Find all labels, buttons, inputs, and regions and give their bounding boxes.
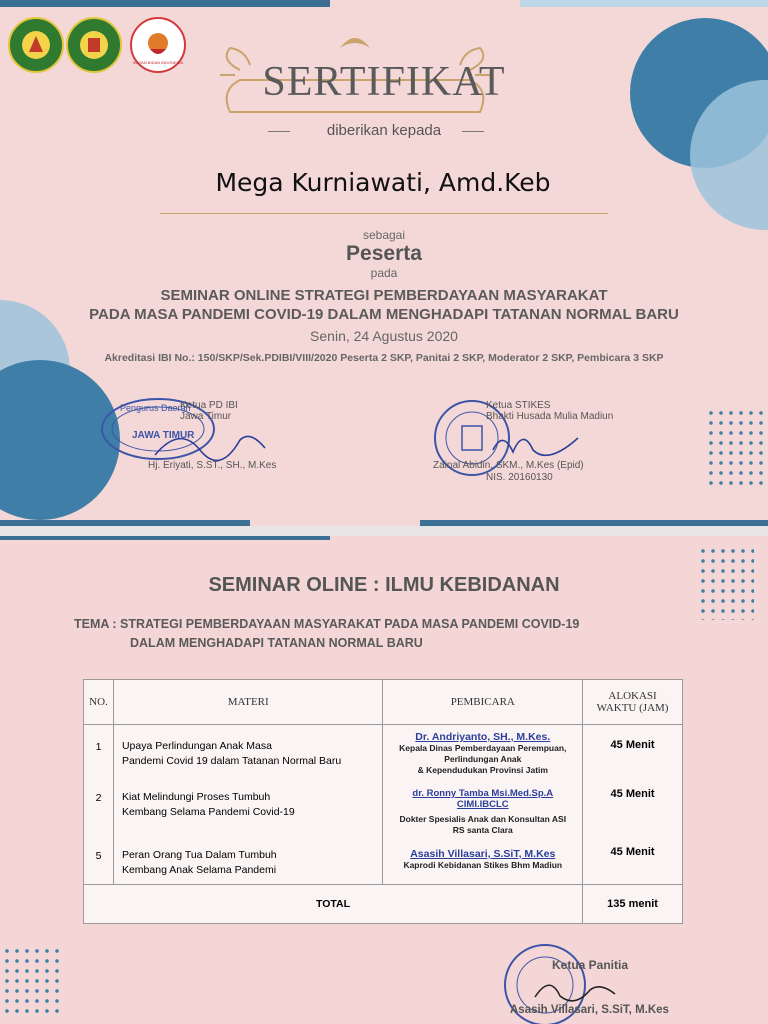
materi-line2: Kembang Anak Selama Pandemi — [121, 864, 277, 876]
signatory-2-name: Zainal Abidin, SKM., M.Kes (Epid) — [433, 460, 584, 471]
decor-dots — [706, 408, 764, 488]
logo-ibi-text: IKATAN BIDAN INDONESIA — [132, 60, 184, 65]
speaker-name: dr. Ronny Tamba Msi.Med.Sp.A CIMI.IBCLC — [412, 788, 554, 810]
total-value: 135 menit — [583, 885, 683, 924]
signatory-1-name: Hj. Eriyati, S.ST., SH., M.Kes — [148, 460, 277, 471]
table-header-row — [84, 680, 683, 725]
header-alokasi-line1: ALOKASI — [608, 690, 657, 702]
row-speaker — [383, 725, 583, 781]
row-materi — [113, 780, 382, 840]
table-row — [84, 840, 683, 885]
header-alokasi-line2: WAKTU (JAM) — [596, 702, 669, 714]
stamp-text-mid: JAWA TIMUR — [132, 430, 195, 441]
top-border-bar — [0, 0, 330, 7]
event-title-line2: PADA MASA PANDEMI COVID-19 DALAM MENGHADAPI TATANAN NORMAL BARU — [89, 306, 679, 323]
table-row — [84, 780, 683, 840]
speaker-name: Asasih Villasari, S.SiT, M.Kes — [410, 848, 556, 860]
speaker-role-line1: Kepala Dinas Pemberdayaan Perempuan, — [399, 743, 567, 753]
materi-line2: Pandemi Covid 19 dalam Tatanan Normal Baru — [121, 755, 342, 767]
materi-line1: Kiat Melindungi Proses Tumbuh — [121, 791, 271, 803]
signatory-1-title — [180, 400, 238, 422]
signatory-1-title-line1: Ketua PD IBI — [180, 400, 238, 411]
emblem-icon — [19, 28, 53, 62]
recipient-underline — [160, 213, 608, 214]
speaker-role-line1: Dokter Spesialis Anak dan Konsultan ASI — [399, 814, 567, 824]
row-time: 45 Menit — [583, 725, 683, 781]
signatory-2-title-line1: Ketua STIKES — [486, 400, 551, 411]
table-row — [84, 725, 683, 781]
event-date: Senin, 24 Agustus 2020 — [310, 328, 458, 344]
top-border-bar-2 — [0, 536, 330, 540]
table-total-row — [84, 885, 683, 924]
materi-line1: Peran Orang Tua Dalam Tumbuh — [121, 849, 277, 861]
header-materi: MATERI — [113, 680, 382, 725]
committee-title: Ketua Panitia — [552, 958, 629, 972]
stamp-text-top: Pengurus Daerah — [120, 403, 191, 413]
theme-line2: DALAM MENGHADAPI TATANAN NORMAL BARU — [130, 636, 423, 650]
row-time: 45 Menit — [583, 780, 683, 840]
row-no: 5 — [84, 840, 114, 885]
row-time: 45 Menit — [583, 840, 683, 885]
emblem-icon — [77, 28, 111, 62]
header-alokasi — [583, 680, 683, 725]
as-label: sebagai — [362, 228, 406, 242]
theme-line1: TEMA : STRATEGI PEMBERDAYAAN MASYARAKAT PADA MASA PANDEMI COVID-19 — [74, 617, 580, 631]
speaker-role-line2: Perlindungan Anak — [444, 754, 522, 764]
total-label: TOTAL — [84, 885, 583, 924]
row-speaker — [383, 840, 583, 885]
materi-line2: Kembang Selama Pandemi Covid-19 — [121, 806, 295, 818]
signatory-2-title — [486, 400, 613, 422]
at-label: pada — [370, 266, 398, 280]
speaker-role-line2: RS santa Clara — [452, 825, 513, 835]
speaker-name: Dr. Andriyanto, SH., M.Kes. — [415, 731, 551, 743]
header-no: NO. — [84, 680, 114, 725]
given-to-label: diberikan kepada — [326, 122, 442, 139]
header-pembicara: PEMBICARA — [383, 680, 583, 725]
certificate-title: SERTIFIKAT — [262, 59, 506, 105]
top-border-bar-light — [520, 0, 768, 7]
signature-1-icon — [150, 420, 270, 465]
bottom-border-bar-right — [420, 520, 768, 526]
participant-role: Peserta — [346, 242, 422, 265]
speaker-role-line1: Kaprodi Kebidanan Stikes Bhm Madiun — [403, 860, 563, 870]
committee-name: Asasih Villasari, S.SiT, M.Kes — [510, 1004, 669, 1016]
bottom-border-bar — [0, 520, 250, 526]
row-no: 1 — [84, 725, 114, 781]
event-title-line1: SEMINAR ONLINE STRATEGI PEMBERDAYAAN MASYARAKAT — [160, 287, 608, 304]
row-speaker — [383, 780, 583, 840]
materi-line1: Upaya Perlindungan Anak Masa — [121, 740, 272, 752]
accreditation-text: Akreditasi IBI No.: 150/SKP/Sek.PDIBI/VIII/2020 Peserta 2 SKP, Panitai 2 SKP, Moderator 2 SKP, Pembicara 3 SKP — [104, 352, 664, 364]
row-materi — [113, 840, 382, 885]
speaker-role-line3: & Kependudukan Provinsi Jatim — [417, 765, 548, 775]
decor-dots-3 — [2, 946, 60, 1018]
recipient-name: Mega Kurniawati, Amd.Keb — [215, 168, 551, 197]
signatory-1-title-line2: Jawa Timur — [180, 411, 232, 422]
row-no: 2 — [84, 780, 114, 840]
signatory-2-title-line2: Bhakti Husada Mulia Madiun — [486, 411, 614, 422]
row-materi — [113, 725, 382, 781]
seminar-title: SEMINAR OLINE : ILMU KEBIDANAN — [208, 574, 560, 596]
seminar-page — [0, 536, 768, 1024]
materi-table — [83, 679, 683, 924]
signatory-2-nis: NIS. 20160130 — [486, 472, 553, 483]
